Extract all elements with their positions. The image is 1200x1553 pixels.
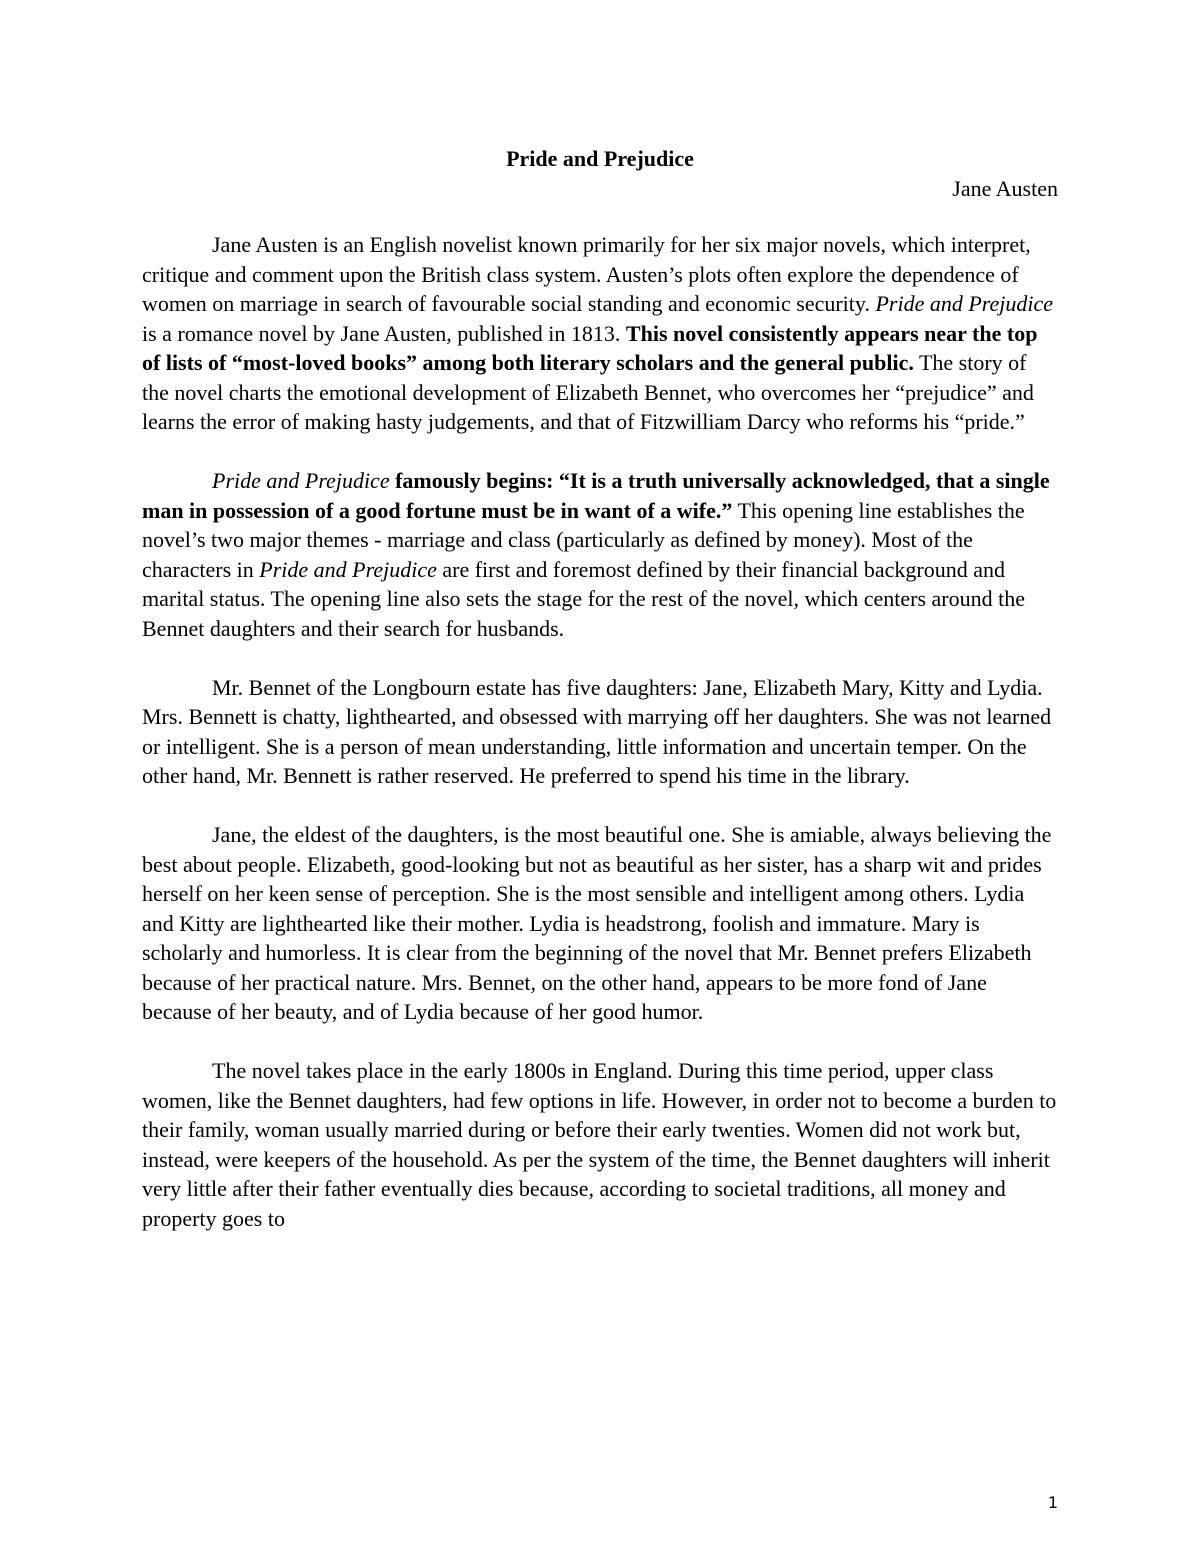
text-segment: are first and foremost defined by their financial background and marital status. The opening line also sets the stage for the rest of the novel, which centers around the Bennet daughters and their search for husbands. <box>142 556 1026 641</box>
bold-text: famously begins: “It is a truth universally acknowledged, that a single man in possession of a good fortune must be in want of a wife.” <box>142 468 1050 523</box>
paragraph <box>142 1056 1058 1233</box>
text-segment: Mr. Bennet of the Longbourn estate has five daughters: Jane, Elizabeth Mary, Kitty and Lydia. Mrs. Bennett is chatty, lighthearted, and obsessed with marrying off her daughters. She was not learned or intelligent. She is a person of mean understanding, little information and uncertain temper. On the other hand, Mr. Bennett is rather reserved. He preferred to spend his time in the library. <box>142 674 1052 788</box>
document-title: Pride and Prejudice <box>506 146 694 171</box>
text-segment: is a romance novel by Jane Austen, published in 1813. <box>142 320 626 346</box>
paragraph <box>142 230 1058 437</box>
italic-text: Pride and Prejudice <box>212 468 390 493</box>
paragraph <box>142 466 1058 643</box>
author-name: Jane Austen <box>952 176 1058 201</box>
page-number: 1 <box>1047 1493 1058 1512</box>
text-segment: The story of the novel charts the emotional development of Elizabeth Bennet, who overcomes her “prejudice” and learns the error of making hasty judgements, and that of Fitzwilliam Darcy who reforms his “pride.” <box>142 350 1034 434</box>
italic-text: Pride and Prejudice <box>259 556 437 582</box>
document-body <box>142 230 1058 1263</box>
paragraph <box>142 673 1058 791</box>
bold-text: This novel consistently appears near the top of lists of “most-loved books” among both literary scholars and the general public. <box>142 320 1038 375</box>
text-segment: The novel takes place in the early 1800s in England. During this time period, upper class women, like the Bennet daughters, had few options in life. However, in order not to become a burden to their family, woman usually married during or before their early twenties. Women did not work but, instead, were keepers of the household. As per the system of the time, the Bennet daughters will inherit very little after their father eventually dies because, according to societal traditions, all money and property goes to <box>142 1058 1057 1231</box>
paragraph <box>142 820 1058 1027</box>
text-segment: Jane Austen is an English novelist known primarily for her six major novels, which interpret, critique and comment upon the British class system. Austen’s plots often explore the dependence of women on marriage in search of favourable social standing and economic security. <box>142 232 1031 316</box>
italic-text: Pride and Prejudice <box>875 291 1054 316</box>
text-segment: This opening line establishes the novel’s two major themes - marriage and class (particularly as defined by money). Most of the characters in <box>142 497 1025 582</box>
text-segment: Jane, the eldest of the daughters, is the most beautiful one. She is amiable, always believing the best about people. Elizabeth, good-looking but not as beautiful as her sister, has a sharp wit and prides herself on her keen sense of perception. She is the most sensible and intelligent among others. Lydia and Kitty are lighthearted like their mother. Lydia is headstrong, foolish and immature. Mary is scholarly and humorless. It is clear from the beginning of the novel that Mr. Bennet prefers Elizabeth because of her practical nature. Mrs. Bennet, on the other hand, appears to be more fond of Jane because of her beauty, and of Lydia because of her good humor. <box>142 822 1052 1024</box>
